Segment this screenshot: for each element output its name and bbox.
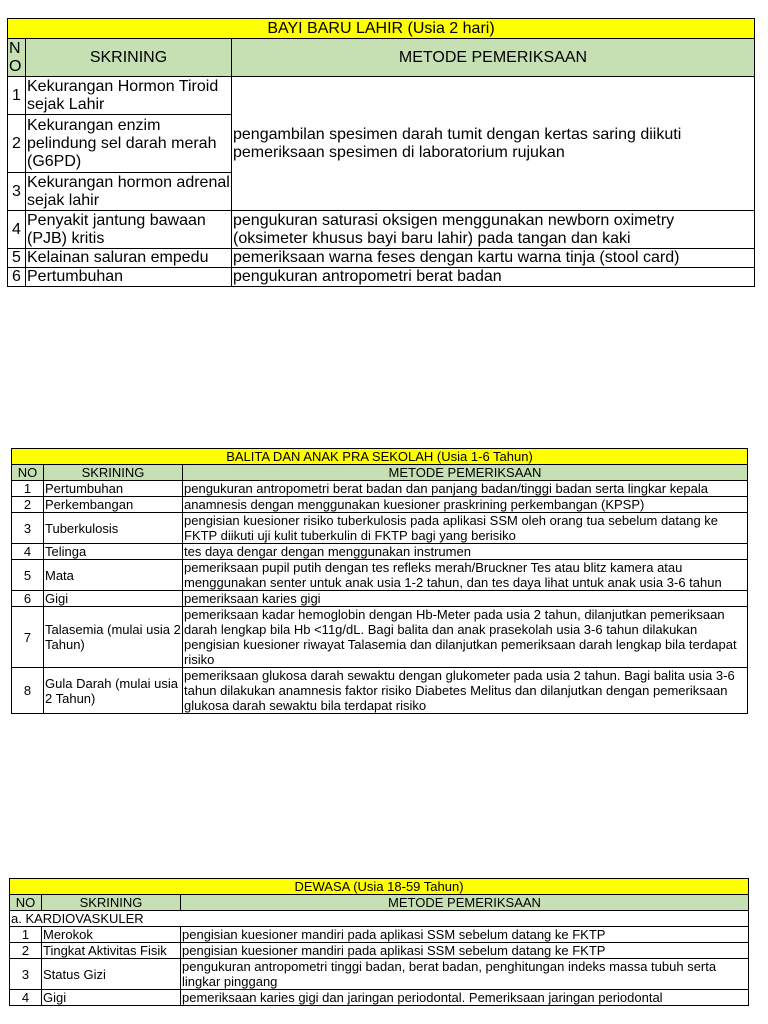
row-skrining: Tuberkulosis: [44, 513, 183, 544]
row-metode: pengisian kuesioner mandiri pada aplikasi SSM sebelum datang ke FKTP: [181, 943, 749, 959]
table-row: [12, 497, 748, 513]
row-metode: pemeriksaan pupil putih dengan tes refleks merah/Bruckner Tes atau blitz kamera atau menggunakan senter untuk anak usia 1-2 tahun, dan tes daya lihat untuk anak usia 3-6 tahun: [183, 560, 748, 591]
row-skrining: Status Gizi: [42, 959, 181, 990]
row-no: 3: [10, 959, 42, 990]
row-skrining: Penyakit jantung bawaan (PJB) kritis: [26, 211, 232, 249]
table-title: BALITA DAN ANAK PRA SEKOLAH (Usia 1-6 Tahun): [12, 449, 748, 465]
table-row: [12, 544, 748, 560]
row-metode: pengukuran antropometri tinggi badan, berat badan, penghitungan indeks massa tubuh serta lingkar pinggang: [181, 959, 749, 990]
row-no: 2: [12, 497, 44, 513]
table-row: [8, 249, 755, 268]
table-title: BAYI BARU LAHIR (Usia 2 hari): [8, 19, 755, 39]
row-no: 2: [10, 943, 42, 959]
row-metode: pemeriksaan warna feses dengan kartu warna tinja (stool card): [232, 249, 755, 268]
row-no: 6: [8, 268, 26, 287]
row-metode-merged: pengambilan spesimen darah tumit dengan kertas saring diikuti pemeriksaan spesimen di laboratorium rujukan: [232, 77, 755, 211]
row-no: 5: [12, 560, 44, 591]
row-skrining: Gigi: [42, 990, 181, 1006]
row-metode: pemeriksaan kadar hemoglobin dengan Hb-Meter pada usia 2 tahun, dilanjutkan pemeriksaan darah lengkap bila Hb <11g/dL. Bagi balita dan anak prasekolah usia 3-6 tahun dilakukan pengisian kuesioner riwayat Talasemia dan dilanjutkan pemeriksaan darah lengkap bila terdapat risiko: [183, 607, 748, 668]
table-row: [10, 943, 749, 959]
table-dewasa: [9, 878, 749, 1006]
section-row: [10, 911, 749, 927]
header-metode: METODE PEMERIKSAAN: [181, 895, 749, 911]
row-metode: anamnesis dengan menggunakan kuesioner praskrining perkembangan (KPSP): [183, 497, 748, 513]
row-metode: pengukuran saturasi oksigen menggunakan newborn oximetry (oksimeter khusus bayi baru lahir) pada tangan dan kaki: [232, 211, 755, 249]
header-no: N O: [8, 39, 26, 77]
row-skrining: Kekurangan Hormon Tiroid sejak Lahir: [26, 77, 232, 115]
header-skrining: SKRINING: [44, 465, 183, 481]
table-header-row: [10, 895, 749, 911]
row-no: 1: [10, 927, 42, 943]
row-skrining: Kekurangan enzim pelindung sel darah merah (G6PD): [26, 115, 232, 173]
row-skrining: Gigi: [44, 591, 183, 607]
table-header-row: [12, 465, 748, 481]
row-metode: pengisian kuesioner risiko tuberkulosis pada aplikasi SSM oleh orang tua sebelum datang ke FKTP diikuti uji kulit tuberkulin di FKTP bagi yang berisiko: [183, 513, 748, 544]
row-no: 4: [8, 211, 26, 249]
row-skrining: Tingkat Aktivitas Fisik: [42, 943, 181, 959]
header-metode: METODE PEMERIKSAAN: [183, 465, 748, 481]
table-balita: [11, 448, 748, 714]
table-row: [12, 513, 748, 544]
row-no: 4: [12, 544, 44, 560]
row-skrining: Kekurangan hormon adrenal sejak lahir: [27, 173, 230, 209]
table-row: [12, 560, 748, 591]
table-title-row: [10, 879, 749, 895]
table-row: [12, 481, 748, 497]
row-no: 1: [8, 77, 26, 115]
row-skrining: Telinga: [44, 544, 183, 560]
row-metode: pemeriksaan karies gigi dan jaringan periodontal. Pemeriksaan jaringan periodontal: [181, 990, 749, 1006]
row-metode: tes daya dengar dengan menggunakan instrumen: [183, 544, 748, 560]
row-no: 7: [12, 607, 44, 668]
row-metode: pemeriksaan glukosa darah sewaktu dengan glukometer pada usia 2 tahun. Bagi balita usia 3-6 tahun dilakukan anamnesis faktor risiko Diabetes Melitus dan dilanjutkan dengan pemeriksaan glukosa darah sewaktu bila terdapat risiko: [183, 668, 748, 714]
table-title-row: [8, 19, 755, 39]
table-row: [8, 211, 755, 249]
row-skrining: Mata: [44, 560, 183, 591]
row-metode: pengisian kuesioner mandiri pada aplikasi SSM sebelum datang ke FKTP: [181, 927, 749, 943]
header-no: NO: [12, 465, 44, 481]
row-skrining: Perkembangan: [44, 497, 183, 513]
table-row: [12, 668, 748, 714]
row-no: 6: [12, 591, 44, 607]
row-skrining: Talasemia (mulai usia 2 Tahun): [44, 607, 183, 668]
row-skrining: Merokok: [42, 927, 181, 943]
row-skrining: Pertumbuhan: [44, 481, 183, 497]
header-no: NO: [10, 895, 42, 911]
row-skrining: Kelainan saluran empedu: [26, 249, 232, 268]
table-row: [10, 990, 749, 1006]
table-row: [8, 268, 755, 287]
row-metode: pemeriksaan karies gigi: [183, 591, 748, 607]
row-no: 5: [8, 249, 26, 268]
table-row: [10, 959, 749, 990]
header-metode: METODE PEMERIKSAAN: [232, 39, 755, 77]
row-metode: pengukuran antropometri berat badan: [232, 268, 755, 287]
table-bayi-baru-lahir: [7, 18, 755, 287]
header-skrining: SKRINING: [26, 39, 232, 77]
table-title-row: [12, 449, 748, 465]
row-no: 8: [12, 668, 44, 714]
row-skrining: Gula Darah (mulai usia 2 Tahun): [44, 668, 183, 714]
section-label: a. KARDIOVASKULER: [10, 911, 749, 927]
table-header-row: [8, 39, 755, 77]
row-no: 1: [12, 481, 44, 497]
row-skrining: Pertumbuhan: [26, 268, 232, 287]
row-no: 2: [8, 115, 26, 173]
table-row: [12, 607, 748, 668]
table-row: [8, 77, 755, 115]
row-no: 3: [8, 173, 26, 211]
row-no: 4: [10, 990, 42, 1006]
row-metode: pengukuran antropometri berat badan dan panjang badan/tinggi badan serta lingkar kepala: [183, 481, 748, 497]
table-row: [12, 591, 748, 607]
table-title: DEWASA (Usia 18-59 Tahun): [10, 879, 749, 895]
header-skrining: SKRINING: [42, 895, 181, 911]
row-no: 3: [12, 513, 44, 544]
table-row: [10, 927, 749, 943]
